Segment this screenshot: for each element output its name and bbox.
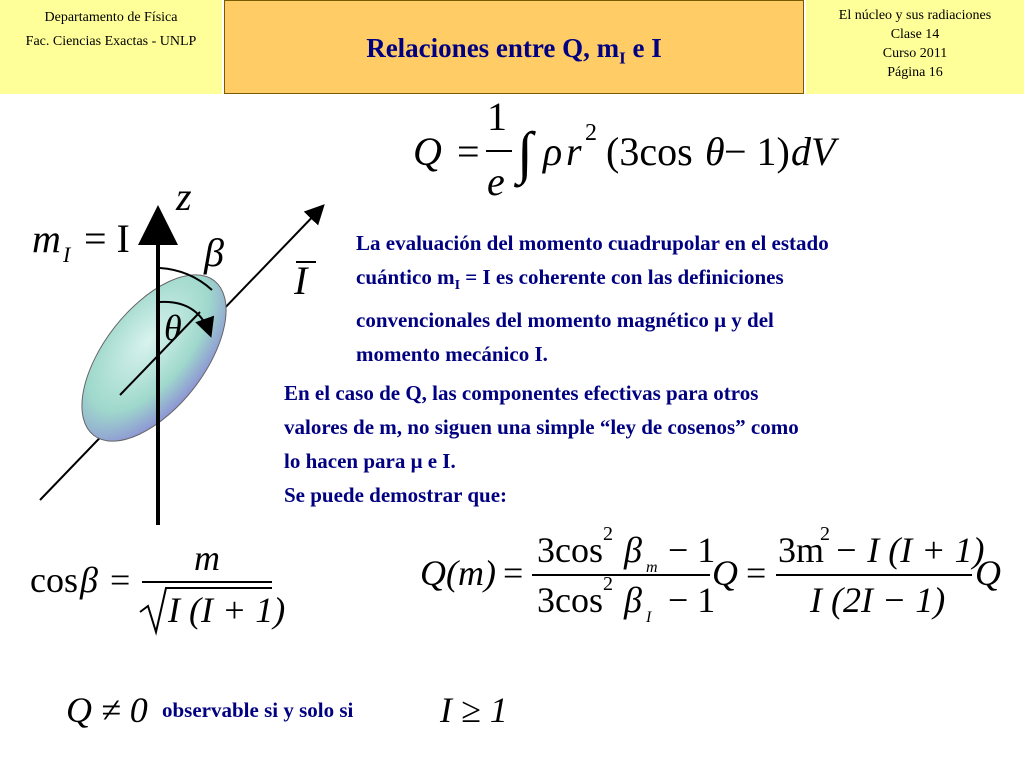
svg-text:β: β <box>624 530 642 570</box>
slide-title: Relaciones entre Q, $m_I$ e I <box>366 33 662 68</box>
cos-beta-equation <box>30 538 285 632</box>
faculty-name: Fac. Ciencias Exactas - UNLP <box>25 34 197 49</box>
svg-text:I: I <box>63 242 71 267</box>
svg-text:ρ: ρ <box>543 129 563 174</box>
spin-condition: I ≥ 1 <box>440 690 508 730</box>
svg-text:− 1: − 1 <box>668 530 716 570</box>
theta-label: θ <box>164 308 182 348</box>
nucleus-ellipsoid <box>54 250 253 466</box>
svg-text:=: = <box>746 553 767 593</box>
svg-text:I: I <box>646 609 652 626</box>
beta-label: β <box>204 230 224 275</box>
svg-text:2: 2 <box>603 573 613 595</box>
svg-text:Q: Q <box>712 553 738 593</box>
observable-condition-text: observable si y solo si <box>162 698 354 722</box>
svg-text:m: m <box>646 559 658 576</box>
quadrupole-definition-equation <box>413 94 840 204</box>
svg-text:1: 1 <box>487 94 507 139</box>
svg-text:θ: θ <box>705 129 725 174</box>
svg-text:3cos: 3cos <box>537 580 603 620</box>
q-nonzero-condition: Q ≠ 0 <box>66 690 148 730</box>
svg-text:∫: ∫ <box>517 120 533 185</box>
svg-text:=: = <box>503 553 524 593</box>
svg-text:β: β <box>624 580 642 620</box>
svg-text:− 1: − 1 <box>668 580 716 620</box>
paragraph-quadrupole-evaluation: La evaluación del momento cuadrupolar en el estado cuántico $m_I = I$ es coherente con las definiciones convencionales del momento magnético μ y del momento mecánico I. <box>356 231 829 367</box>
svg-text:3cos: 3cos <box>537 530 603 570</box>
q-of-m-equation <box>420 523 1001 626</box>
svg-text:3m: 3m <box>778 530 825 570</box>
svg-text:β: β <box>80 560 98 600</box>
svg-text:m: m <box>32 216 61 261</box>
svg-text:I (2I − 1): I (2I − 1) <box>810 580 946 620</box>
department-name: Departamento de Física <box>44 10 178 25</box>
paragraph-cosine-law: En el caso de Q, las componentes efectivas para otros valores de m, no siguen una simple “ley de cosenos” como lo hacen para μ e I. Se puede demostrar que: <box>284 381 799 507</box>
course-title: El núcleo y sus radiaciones <box>838 8 992 23</box>
page-number: Página 16 <box>887 65 943 80</box>
svg-text:Q: Q <box>975 553 1001 593</box>
svg-text:m: m <box>194 538 220 578</box>
svg-text:cos: cos <box>30 560 78 600</box>
class-number: Clase 14 <box>890 27 940 42</box>
z-axis-label: z <box>176 174 192 219</box>
svg-text:I (I + 1): I (I + 1) <box>168 590 286 630</box>
svg-text:r: r <box>566 129 582 174</box>
course-year: Curso 2011 <box>882 46 948 61</box>
svg-text:=: = <box>457 129 480 174</box>
svg-text:2: 2 <box>603 523 613 545</box>
svg-text:= I: = I <box>84 216 130 261</box>
svg-text:dV: dV <box>791 129 836 174</box>
svg-text:− 1): − 1) <box>724 129 790 174</box>
svg-text:(3cos: (3cos <box>606 129 693 174</box>
svg-text:Q: Q <box>413 129 442 174</box>
svg-text:Q(m): Q(m) <box>420 553 496 593</box>
svg-text:=: = <box>110 560 131 600</box>
svg-text:− I (I + 1): − I (I + 1) <box>834 530 985 570</box>
svg-text:e: e <box>487 159 505 204</box>
svg-text:2: 2 <box>820 523 830 545</box>
mi-equals-i-equation <box>32 216 130 267</box>
angular-momentum-diagram <box>40 174 322 525</box>
svg-text:2: 2 <box>585 120 597 146</box>
spin-vector-label: I <box>294 258 308 303</box>
